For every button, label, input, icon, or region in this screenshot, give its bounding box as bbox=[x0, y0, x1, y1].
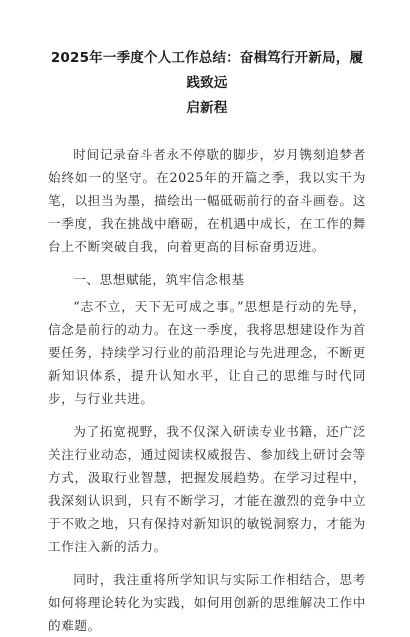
paragraph-1: “志不立，天下无可成之事。”思想是行动的先导，信念是前行的动力。在这一季度，我将思想建设作为首要任务，持续学习行业的前沿理论与先进理念，不断更新知识体系，提升认知水平，让自己的思维与时代同步，与行业共进。 bbox=[48, 299, 366, 406]
paragraph-2: 为了拓宽视野，我不仅深入研读专业书籍，还广泛关注行业动态，通过阅读权威报告、参加线上研讨会等方式，汲取行业智慧，把握发展趋势。在学习过程中，我深刻认识到，只有不断学习，才能在激烈的竞争中立于不败之地，只有保持对新知识的敏锐洞察力，才能为工作注入新的活力。 bbox=[48, 424, 366, 554]
document-title bbox=[48, 46, 366, 121]
title-line-1: 2025年一季度个人工作总结：奋楫笃行开新局，履践致远 bbox=[50, 50, 364, 91]
paragraph-3: 同时，我注重将所学知识与实际工作相结合，思考如何将理论转化为实践，如何用创新的思维解决工作中的难题。 bbox=[48, 572, 366, 633]
paragraph-intro: 时间记录奋斗者永不停歇的脚步，岁月镌刻追梦者始终如一的坚守。在2025年的开篇之季，我以实干为笔，以担当为墨，描绘出一幅砥砺前行的奋斗画卷。这一季度，我在挑战中磨砺，在机遇中成长，在工作的舞台上不断突破自我，向着更高的目标奋勇迈进。 bbox=[48, 147, 366, 254]
title-line-2: 启新程 bbox=[186, 100, 228, 116]
section-heading-1: 一、思想赋能，筑牢信念根基 bbox=[73, 272, 245, 287]
